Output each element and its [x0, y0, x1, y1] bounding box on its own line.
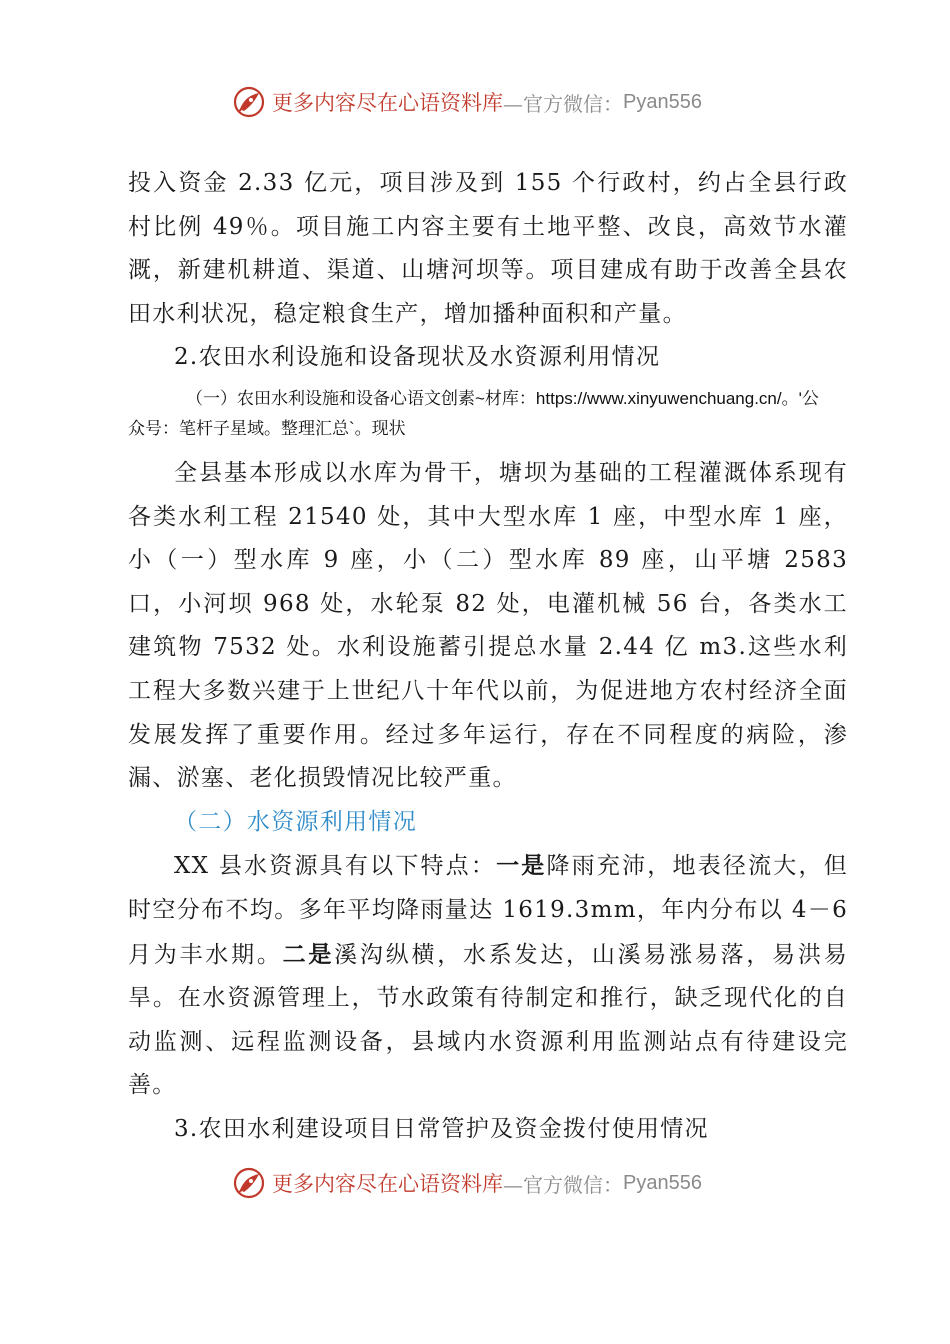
point-one-label: 一是 — [496, 852, 547, 880]
banner-title: 更多内容尽在心语资料库 — [272, 1172, 503, 1196]
point-two-label: 二是 — [282, 940, 335, 968]
footer-banner — [232, 1163, 702, 1203]
banner-wechat-id: Pyan556 — [623, 1171, 702, 1194]
watermark-text — [128, 384, 848, 444]
banner-wechat-id: Pyan556 — [623, 90, 702, 113]
section-heading-3: 3.农田水利建设项目日常管护及资金拨付使用情况 — [174, 1115, 709, 1142]
watermark-line-1: （一）农田水利设施和设备心语文创素~材库：https://www.xinyuwenchuang.cn/。'公 — [186, 388, 819, 408]
pen-nib-logo-icon — [232, 1166, 266, 1200]
pen-nib-logo-icon — [232, 85, 266, 119]
banner-title: 更多内容尽在心语资料库 — [272, 91, 503, 115]
paragraph-water-resources — [128, 844, 848, 1108]
paragraph-facilities: 全县基本形成以水库为骨干，塘坝为基础的工程灌溉体系现有各类水利工程 21540 处，其中大型水库 1 座，中型水库 1 座，小（一）型水库 9 座，小（二）型水库 89 座，山平塘 2583 口，小河坝 968 处，水轮泵 82 处，电灌机械 56 台，各类水工建筑物 7532 处。水利设施蓄引提总水量 2.44 亿 m3.这些水利工程大多数兴建于上世纪八十年代以前，为促进地方农村经济全面发展发挥了重要作用。经过多年运行，存在不同程度的病险，渗漏、淤塞、老化损毁情况比较严重。 — [128, 459, 848, 792]
banner-wechat-label: —官方微信： — [503, 1172, 623, 1197]
paragraph-investment: 投入资金 2.33 亿元，项目涉及到 155 个行政村，约占全县行政村比例 49％。项目施工内容主要有土地平整、改良，高效节水灌溉，新建机耕道、渠道、山塘河坝等。项目建成有助于改善全县农田水利状况，稳定粮食生产，增加播种面积和产量。 — [128, 170, 848, 327]
document-body — [128, 162, 848, 1151]
para3-intro: XX 县水资源具有以下特点： — [174, 853, 497, 880]
watermark-line-2: 众号：笔杆子星域。整理汇总`。现状 — [128, 418, 406, 438]
subheading-water-resources: （二）水资源利用情况 — [174, 808, 417, 835]
banner-wechat-label: —官方微信： — [503, 91, 623, 116]
header-banner — [232, 82, 702, 122]
para3-point-two: 溪沟纵横，水系发达，山溪易涨易落，易洪易旱。在水资源管理上，节水政策有待制定和推行，缺乏现代化的自动监测、远程监测设备，县域内水资源利用监测站点有待建设完善。 — [128, 941, 849, 1099]
para3-point-one: 降雨充沛，地表径流大，但时空分布不均。多年平均降雨量达 1619.3mm，年内分布以 4－6 月为丰水期。 — [128, 853, 848, 968]
section-heading-2: 2.农田水利设施和设备现状及水资源利用情况 — [174, 344, 661, 371]
